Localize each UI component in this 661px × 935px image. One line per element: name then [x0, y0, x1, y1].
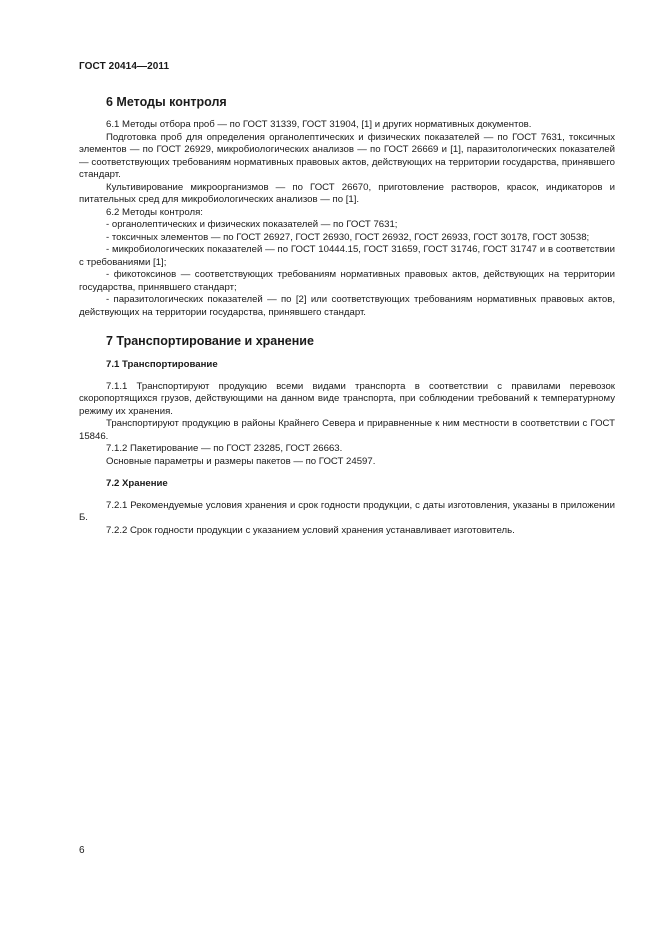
list-item: - паразитологических показателей — по [2] или соответствующих требованиям нормативных правовых актов, действующих на территории государства, принявшего стандарт.	[79, 294, 615, 318]
subsection-7-2-title: 7.2 Хранение	[106, 478, 168, 489]
list-item: - токсичных элементов — по ГОСТ 26927, ГОСТ 26930, ГОСТ 26932, ГОСТ 26933, ГОСТ 30178, ГОСТ 30538;	[106, 231, 590, 243]
paragraph-cultivation: Культивирование микроорганизмов — по ГОСТ 26670, приготовление растворов, красок, индикаторов и питательных сред для микробиологических анализов — по [1].	[79, 181, 615, 205]
paragraph-7-2-2: 7.2.2 Срок годности продукции с указанием условий хранения устанавливает изготовитель.	[106, 524, 515, 536]
paragraph-6-2: 6.2 Методы контроля:	[106, 206, 203, 218]
paragraph-6-1: 6.1 Методы отбора проб — по ГОСТ 31339, ГОСТ 31904, [1] и других нормативных документов.	[106, 119, 532, 130]
section-6-title: 6 Методы контроля	[106, 95, 227, 109]
section-7-title: 7 Транспортирование и хранение	[106, 334, 314, 348]
paragraph-packet-params: Основные параметры и размеры пакетов — по ГОСТ 24597.	[106, 455, 376, 467]
paragraph-sample-prep: Подготовка проб для определения органолептических и физических показателей — по ГОСТ 7631, токсичных элементов — по ГОСТ 26929, микробиологических анализов — по ГОСТ 26669 и [1], паразитологических показателей — соответствующих требованиям нормативных правовых актов, действующих на территории государства, принявшего стандарт.	[79, 131, 615, 180]
paragraph-7-2-1: 7.2.1 Рекомендуемые условия хранения и срок годности продукции, с даты изготовления, указаны в приложении Б.	[79, 499, 615, 523]
paragraph-7-1-1: 7.1.1 Транспортируют продукцию всеми видами транспорта в соответствии с правилами перевозок скоропортящихся грузов, действующими на данном виде транспорта, при соблюдении требований к температурному режиму их хранения.	[79, 380, 615, 417]
list-item: - органолептических и физических показателей — по ГОСТ 7631;	[106, 219, 398, 230]
document-body	[79, 94, 615, 537]
paragraph-far-north: Транспортируют продукцию в районы Крайнего Севера и приравненные к ним местности в соответствии с ГОСТ 15846.	[79, 418, 615, 442]
list-item: - фикотоксинов — соответствующих требованиям нормативных правовых актов, действующих на территории государства, принявшего стандарт;	[79, 269, 615, 293]
page-number: 6	[79, 845, 85, 856]
subsection-7-1-title: 7.1 Транспортирование	[106, 359, 218, 370]
paragraph-7-1-2: 7.1.2 Пакетирование — по ГОСТ 23285, ГОСТ 26663.	[106, 443, 343, 454]
document-header: ГОСТ 20414—2011	[79, 61, 170, 72]
list-item: - микробиологических показателей — по ГОСТ 10444.15, ГОСТ 31659, ГОСТ 31746, ГОСТ 31747 и в соответствии с требованиями [1];	[79, 244, 615, 268]
